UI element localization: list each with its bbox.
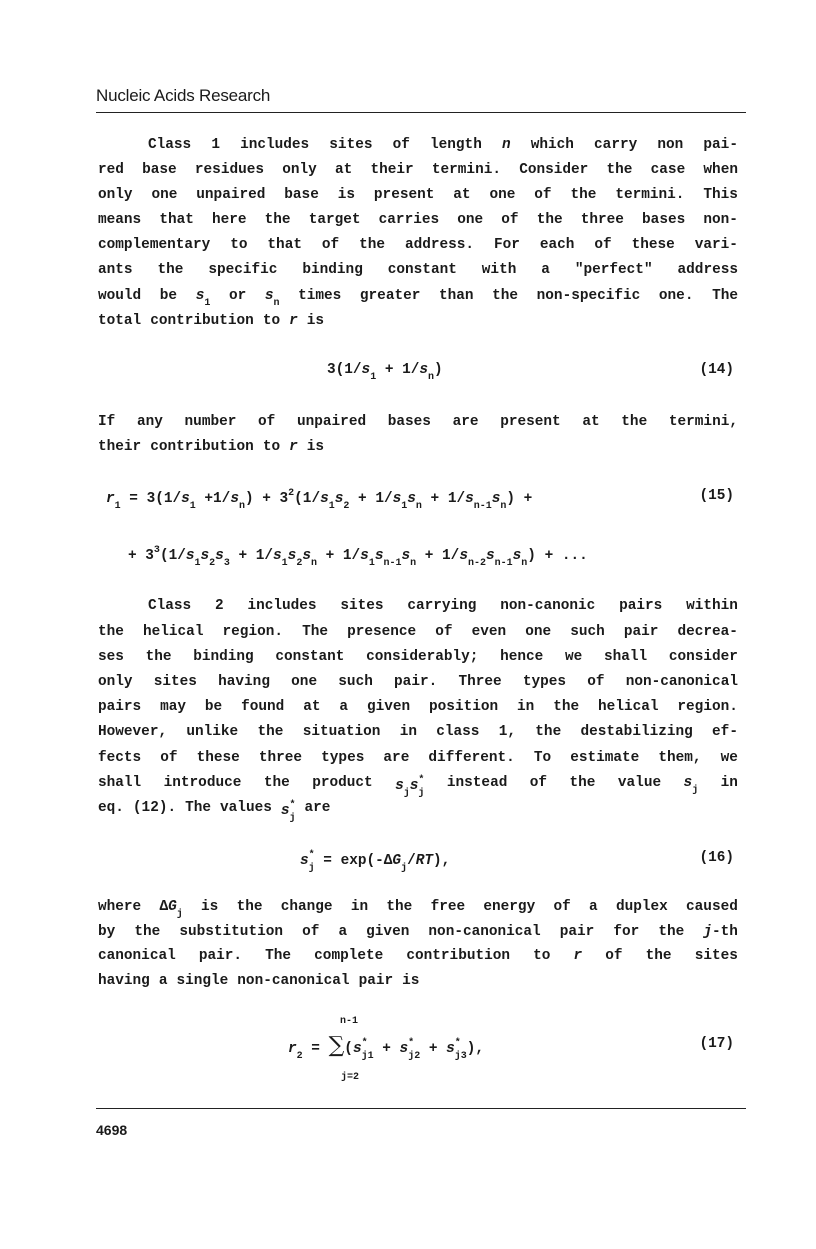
equation-14: $3(1/s_1 + 1/s_n)$ (327, 362, 443, 383)
footer-rule (96, 1108, 746, 1109)
equation-14-number: (14) (699, 362, 734, 378)
para3-line: ses the binding constant considerably; hence we shall consider (98, 649, 738, 665)
para1-line: ants the specific binding constant with a "perfect" address (98, 262, 738, 278)
equation-16: $s^*_j = \exp(-\Delta G_j/RT)$, (300, 850, 451, 874)
equation-17: $r_2 = \sum(s^*_{j1} + s^*_{j2} + s^*_{j3})$, (288, 1033, 485, 1062)
equation-16-number: (16) (699, 850, 734, 866)
para4-line: where $\Delta G_j$ is the change in the free energy of a duplex caused (98, 899, 738, 920)
para2-line: If any number of unpaired bases are present at the termini, (98, 414, 738, 430)
sum-upper-limit: n-1 (340, 1016, 359, 1027)
para3-line: fects of these three types are different. To estimate them, we (98, 750, 738, 766)
para3-line: shall introduce the product $s_js^*_j$ instead of the value $s_j$ in (98, 775, 738, 799)
para3-line: pairs may be found at a given position in the helical region. (98, 699, 738, 715)
equation-15-line1: $r_1 = 3(1/s_1 +1/s_n) + 3^2(1/s_1s_2 + 1/s_1s_n + 1/s_{n-1}s_n)$ + (106, 488, 533, 512)
equation-15-number: (15) (699, 488, 734, 504)
para3-line: the helical region. The presence of even one such pair decrea- (98, 624, 738, 640)
para3-line: eq. (12). The values $s^*_j$ are (98, 800, 331, 824)
equation-17-number: (17) (699, 1036, 734, 1052)
para1-line: total contribution to r is (98, 313, 325, 329)
equation-15-line2: + $3^3(1/s_1s_2s_3 + 1/s_1s_2s_n + 1/s_1s_{n-1}s_n + 1/s_{n-2}s_{n-1}s_n)$ + ... (128, 545, 588, 569)
page-number: 4698 (96, 1122, 128, 1138)
para2-line: their contribution to r is (98, 439, 325, 455)
journal-header: Nucleic Acids Research (96, 86, 271, 105)
sum-lower-limit: j=2 (341, 1072, 360, 1083)
para1-line: would be $s_1$ or $s_n$ times greater than the non-specific one. The (98, 288, 738, 309)
para4-line: canonical pair. The complete contribution to r of the sites (98, 948, 738, 964)
para3-line: However, unlike the situation in class 1, the destabilizing ef- (98, 724, 738, 740)
para1-line: Class 1 includes sites of length n which carry non pai- (148, 137, 738, 153)
header-rule (96, 112, 746, 113)
para1-line: red base residues only at their termini. Consider the case when (98, 162, 738, 178)
para3-line: only sites having one such pair. Three types of non-canonical (98, 674, 738, 690)
para1-line: means that here the target carries one of the three bases non- (98, 212, 738, 228)
para3-line: Class 2 includes sites carrying non-canonic pairs within (148, 598, 738, 614)
para1-line: complementary to that of the address. For each of these vari- (98, 237, 738, 253)
para4-line: by the substitution of a given non-canonical pair for the j-th (98, 924, 738, 940)
para1-line: only one unpaired base is present at one of the termini. This (98, 187, 738, 203)
para4-line: having a single non-canonical pair is (98, 973, 420, 989)
